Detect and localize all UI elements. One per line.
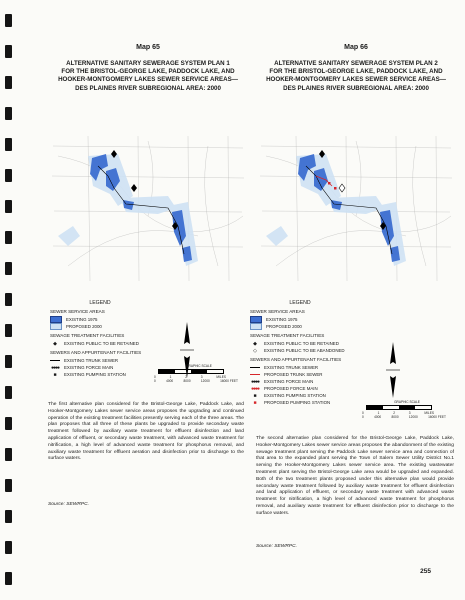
binding-ring <box>5 138 12 151</box>
binding-ring <box>5 293 12 306</box>
spiral-binding <box>5 0 15 600</box>
legend-item: PROPOSED 2000 <box>50 323 175 330</box>
binding-ring <box>5 386 12 399</box>
legend-item: ◆ EXISTING PUBLIC TO BE RETAINED <box>250 340 375 347</box>
proposed-trunk-sewer-line-icon <box>250 374 260 375</box>
binding-ring <box>5 572 12 585</box>
binding-ring <box>5 45 12 58</box>
legend-item: ◆ EXISTING PUBLIC TO BE RETAINED <box>50 340 175 347</box>
map-title: ALTERNATIVE SANITARY SEWERAGE SYSTEM PLAN 2 FOR THE BRISTOL-GEORGE LAKE, PADDOCK LAKE, AND HOOKER-MONTGOMERY LAKES SEWER SERVICE AREAS— DES PLAINES RIVER SUBREGIONAL AREA: 2000 <box>266 60 446 92</box>
binding-ring <box>5 479 12 492</box>
binding-ring <box>5 169 12 182</box>
binding-ring <box>5 231 12 244</box>
force-main-dots-icon: ●●●● <box>250 378 260 385</box>
proposed-area-swatch <box>250 323 262 330</box>
sewer-service-map-plan-1 <box>48 136 248 281</box>
binding-ring <box>5 200 12 213</box>
sewer-service-map-plan-2 <box>256 136 456 281</box>
binding-ring <box>5 76 12 89</box>
map-number: Map 66 <box>344 44 368 51</box>
legend-item: ●●●● EXISTING FORCE MAIN <box>250 378 314 385</box>
hollow-diamond-icon: ◇ <box>253 347 257 354</box>
pumping-station-icon: ■ <box>253 392 257 399</box>
plan-2-description: The second alternative plan considered for the Bristol-George Lake, Paddock Lake, Hooker-Montgomery Lakes sewer service areas proposes the abandonment of the existing sewage treatment plant serving the Paddock Lake sewer service area and connection of that area to the expanded plant serving the Town of Salem Sewer Utility District No.1 serving the Hooker-Montgomery Lakes sewer service area. The existing wastewater treatment plant serving the Bristol-George Lake area would be upgraded and expanded. Both of the two treatment plants proposed under this alternative plan would provide secondary waste treatment followed by auxiliary waste treatment for effluent disinfection and land application of effluent, or secondary waste treatment with advanced waste treatment for nitrification, a high level of advanced waste treatment for phosphorus removal, and auxiliary waste treatment for effluent disinfection prior to discharge to the surface waters. <box>256 436 454 516</box>
binding-ring <box>5 541 12 554</box>
legend-item: ■ EXISTING PUMPING STATION <box>250 392 375 399</box>
map-number: Map 65 <box>136 44 160 51</box>
trunk-sewer-line-icon <box>250 367 260 368</box>
diamond-icon: ◆ <box>253 340 257 347</box>
graphic-scale: GRAPHIC SCALE 0 1 2 3 MILES 0 4000 8000 12000 16000 FEET <box>154 364 238 383</box>
binding-ring <box>5 107 12 120</box>
binding-ring <box>5 14 12 27</box>
source-note: Source: SEWRPC. <box>256 544 298 549</box>
binding-ring <box>5 324 12 337</box>
trunk-sewer-line-icon <box>50 360 60 361</box>
binding-ring <box>5 448 12 461</box>
map-legend: LEGEND SEWER SERVICE AREAS EXISTING 1975 PROPOSED 2000 SEWAGE TREATMENT FACILITIES ◆ EXISTING PUBLIC TO BE RETAINED ◇ EXISTING PUBLIC TO BE ABANDONED SEWERS AND APPURTENANT FACILITIES EXISTING TRUNK SEWER PROPOSED TRUNK SEWER ●●●● EXISTING FORCE MAIN ●●●● PROPOSED FORCE MAIN ■ EXISTING PUMPING STATION ■ PROPOSED PUMPING STATION <box>250 300 375 406</box>
graphic-scale: GRAPHIC SCALE 0 1 2 3 MILES 0 4000 8000 12000 16000 FEET <box>362 400 446 419</box>
legend-item: PROPOSED TRUNK SEWER <box>250 371 375 378</box>
binding-ring <box>5 355 12 368</box>
legend-item: ■ PROPOSED PUMPING STATION <box>250 399 375 406</box>
binding-ring <box>5 417 12 430</box>
existing-area-swatch <box>250 316 262 323</box>
legend-item: EXISTING TRUNK SEWER <box>250 364 375 371</box>
legend-item: ◇ EXISTING PUBLIC TO BE ABANDONED <box>250 347 375 354</box>
binding-ring <box>5 510 12 523</box>
legend-item: ■ EXISTING PUMPING STATION <box>50 371 175 378</box>
legend-item: EXISTING 1975 <box>250 316 375 323</box>
legend-item: EXISTING 1975 <box>50 316 175 323</box>
north-arrow-icon <box>386 342 400 398</box>
page-number: 255 <box>420 568 431 575</box>
legend-item: PROPOSED 2000 <box>250 323 375 330</box>
proposed-force-main-dots-icon: ●●●● <box>250 385 260 392</box>
plan-1-description: The first alternative plan considered for the Bristol-George Lake, Paddock Lake, and Hooker-Montgomery Lakes sewer service areas proposes the upgrading and continued operation of the existing treatment facilities presently serving each of the three areas. The plan proposes that all three of these plants be upgraded to provide secondary waste treatment followed by auxiliary waste treatment for effluent disinfection and land application of effluent, or secondary waste treatment, with advanced waste treatment for nitrification, a high level of advanced waste treatment for phosphorus removal, and auxiliary waste treatment for effluent aeration and disinfection prior to discharge to the surface waters. <box>48 402 244 462</box>
source-note: Source: SEWRPC. <box>48 502 90 507</box>
legend-item: ●●●● EXISTING FORCE MAIN <box>50 364 114 371</box>
binding-ring <box>5 262 12 275</box>
map-legend: LEGEND SEWER SERVICE AREAS EXISTING 1975 PROPOSED 2000 SEWAGE TREATMENT FACILITIES ◆ EXISTING PUBLIC TO BE RETAINED SEWERS AND APPURTENANT FACILITIES EXISTING TRUNK SEWER ●●●● EXISTING FORCE MAIN ■ EXISTING PUMPING STATION <box>50 300 175 378</box>
legend-item: ●●●● PROPOSED FORCE MAIN <box>250 385 318 392</box>
proposed-pumping-station-icon: ■ <box>253 399 257 406</box>
proposed-area-swatch <box>50 323 62 330</box>
pumping-station-icon: ■ <box>53 371 57 378</box>
diamond-icon: ◆ <box>53 340 57 347</box>
legend-item: EXISTING TRUNK SEWER <box>50 357 175 364</box>
existing-area-swatch <box>50 316 62 323</box>
force-main-dots-icon: ●●●● <box>50 364 60 371</box>
map-title: ALTERNATIVE SANITARY SEWERAGE SYSTEM PLAN 1 FOR THE BRISTOL-GEORGE LAKE, PADDOCK LAKE, AND HOOKER-MONTGOMERY LAKES SEWER SERVICE AREAS— DES PLAINES RIVER SUBREGIONAL AREA: 2000 <box>58 60 238 92</box>
